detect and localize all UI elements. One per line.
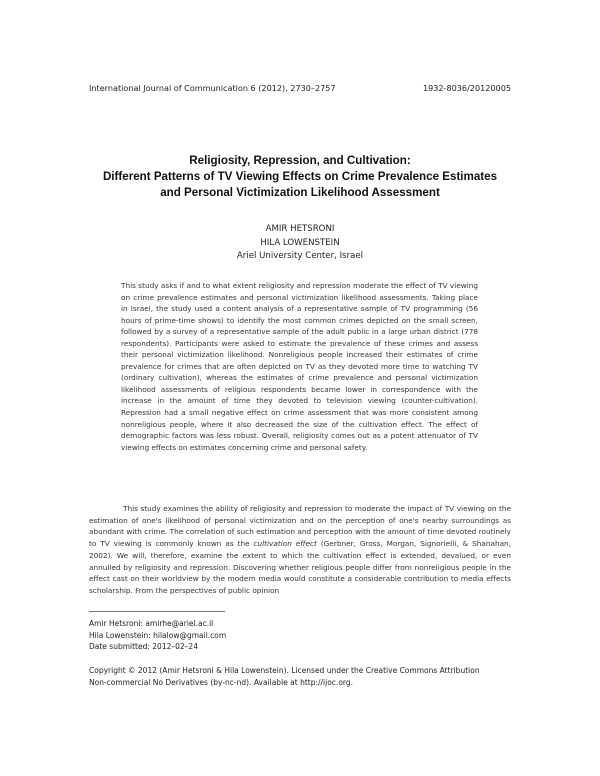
copyright-notice — [89, 665, 519, 688]
running-header — [89, 83, 511, 93]
abstract — [121, 280, 478, 453]
copyright-line-1: Copyright © 2012 (Amir Hetsroni & Hila Lowenstein). Licensed under the Creative Commons Attribution — [89, 666, 480, 675]
body-text — [89, 503, 511, 597]
copyright-line-2: Non-commercial No Derivatives (by-nc-nd). Available at http://ijoc.org. — [89, 677, 353, 687]
author-2: HILA LOWENSTEIN — [260, 237, 340, 248]
footnote-divider — [89, 611, 225, 612]
title-line-2: Different Patterns of TV Viewing Effects on Crime Prevalence Estimates — [102, 170, 498, 183]
footnote-author-2-email: Hila Lowenstein: hilalow@gmail.com — [89, 630, 227, 640]
intro-text-part-2: (Gerbner, Gross, Morgan, Signorielli, & Shanahan, 2002). We will, therefore, examine the extent to which the cultivation effect is extended, devalued, or even annulled by religiosity and repression. Discovering whether religious people differ from nonreligious people in the effect cast on their worldview by the modern media would constitute a considerable contribution to media effects scholarship. From the perspectives of public opinion — [89, 539, 512, 595]
author-block — [60, 223, 540, 264]
title-line-3: and Personal Victimization Likelihood Assessment — [160, 186, 440, 199]
intro-paragraph — [89, 503, 511, 597]
intro-text-part-1: This study examines the ability of religiosity and repression to moderate the impact of TV viewing on the estimation of one's likelihood of personal victimization and on the perception of one's nearby surroundings as abundant with crime. The correlation of such estimation and perception with the amount of time devoted routinely to TV viewing is commonly known as the — [89, 504, 511, 549]
cultivation-effect-term: cultivation effect — [253, 539, 317, 549]
paper-title — [60, 153, 540, 201]
footnotes — [89, 618, 389, 653]
journal-citation: International Journal of Communication 6 (2012), 2730–2757 — [89, 83, 336, 93]
affiliation: Ariel University Center, Israel — [236, 251, 364, 261]
title-line-1: Religiosity, Repression, and Cultivation: — [189, 154, 411, 167]
footnote-date-submitted: Date submitted: 2012–02–24 — [89, 642, 198, 651]
footnote-author-1-email: Amir Hetsroni: amirhe@ariel.ac.il — [89, 619, 214, 628]
issn: 1932-8036/20120005 — [422, 83, 511, 93]
abstract-text: This study asks if and to what extent religiosity and repression moderate the effect of TV viewing on crime prevalence estimates and personal victimization likelihood assessments. Taking place in Israel, the study used a content analysis of a representative sample of TV programming (56 hours of prime-time shows) to identify the most common crimes depicted on the small screen, followed by a survey of a representative sample of the adult public in a large urban district (778 respondents). Participants were asked to estimate the prevalence of these crimes and assess their personal victimization likelihood. Nonreligious people increased their estimates of crime prevalence for crimes that are often depicted on TV as they devoted more time to watching TV (ordinary cultivation), whereas the estimates of crime prevalence and personal victimization likelihood assessments of religious respondents became lower in correspondence with the increase in the amount of time they devoted to television viewing (counter-cultivation). Repression had a small negative effect on crime assessment that was more consistent among nonreligious people, where it also decreased the size of the cultivation effect. The effect of demographic factors was less robust. Overall, religiosity comes out as a potent attenuator of TV viewing effects on estimates concerning crime and personal safety. — [121, 281, 478, 452]
author-1: AMIR HETSRONI — [265, 224, 335, 234]
